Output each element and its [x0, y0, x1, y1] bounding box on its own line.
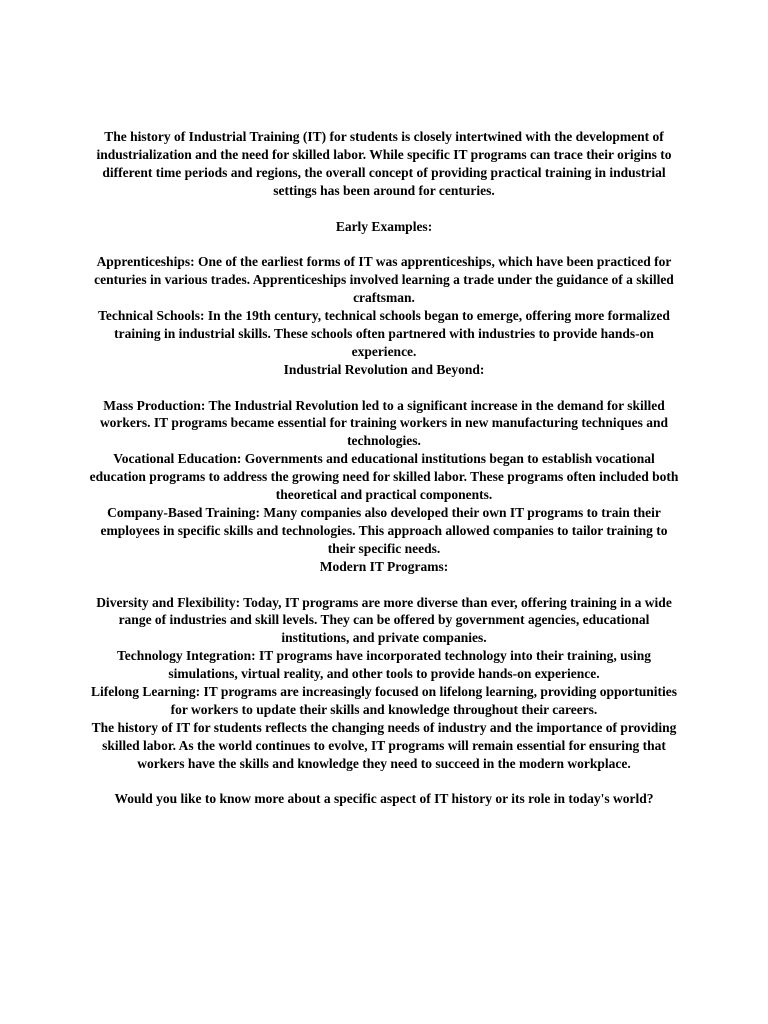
document-body [88, 128, 680, 808]
heading-early-examples: Early Examples: [335, 218, 433, 234]
paragraph-mass-production: Mass Production: The Industrial Revolution led to a significant increase in the demand for skilled workers. IT programs became essential for training workers in new manufacturing techniques and technologies. [99, 397, 669, 449]
paragraph-vocational-education: Vocational Education: Governments and educational institutions began to establish vocational education programs to address the growing need for skilled labor. These programs often included both theoretical and practical components. [89, 451, 679, 503]
paragraph-conclusion: The history of IT for students reflects the changing needs of industry and the importance of providing skilled labor. As the world continues to evolve, IT programs will remain essential for ensuring that workers have the skills and knowledge they need to succeed in the modern workplace. [91, 719, 677, 771]
intro-paragraph: The history of Industrial Training (IT) for students is closely intertwined with the development of industrialization and the need for skilled labor. While specific IT programs can trace their origins to different time periods and regions, the overall concept of providing practical training in industrial settings has been around for centuries. [96, 129, 672, 198]
blank-line [88, 235, 680, 253]
paragraph-lifelong: Lifelong Learning: IT programs are increasingly focused on lifelong learning, providing opportunities for workers to update their skills and knowledge throughout their careers. [90, 684, 678, 717]
blank-line [88, 379, 680, 397]
paragraph-diversity: Diversity and Flexibility: Today, IT programs are more diverse than ever, offering training in a wide range of industries and skill levels. They can be offered by government agencies, educational institutions, and private companies. [96, 594, 672, 646]
heading-modern-it: Modern IT Programs: [319, 558, 449, 574]
paragraph-technical-schools: Technical Schools: In the 19th century, technical schools began to emerge, offering more formalized training in industrial skills. These schools often partnered with industries to provide hands-on experience. [98, 308, 670, 359]
paragraph-company-training: Company-Based Training: Many companies also developed their own IT programs to train their employees in specific skills and technologies. This approach allowed companies to tailor training to their specific needs. [100, 504, 668, 556]
blank-line [88, 200, 680, 218]
blank-line [88, 576, 680, 594]
heading-industrial-revolution: Industrial Revolution and Beyond: [283, 361, 485, 377]
blank-line [88, 773, 680, 791]
paragraph-technology: Technology Integration: IT programs have incorporated technology into their training, using simulations, virtual reality, and other tools to provide hands-on experience. [117, 648, 651, 682]
paragraph-apprenticeships: Apprenticeships: One of the earliest forms of IT was apprenticeships, which have been practiced for centuries in various trades. Apprenticeships involved learning a trade under the guidance of a skilled craftsman. [94, 254, 674, 306]
closing-question: Would you like to know more about a specific aspect of IT history or its role in today's world? [114, 791, 654, 807]
